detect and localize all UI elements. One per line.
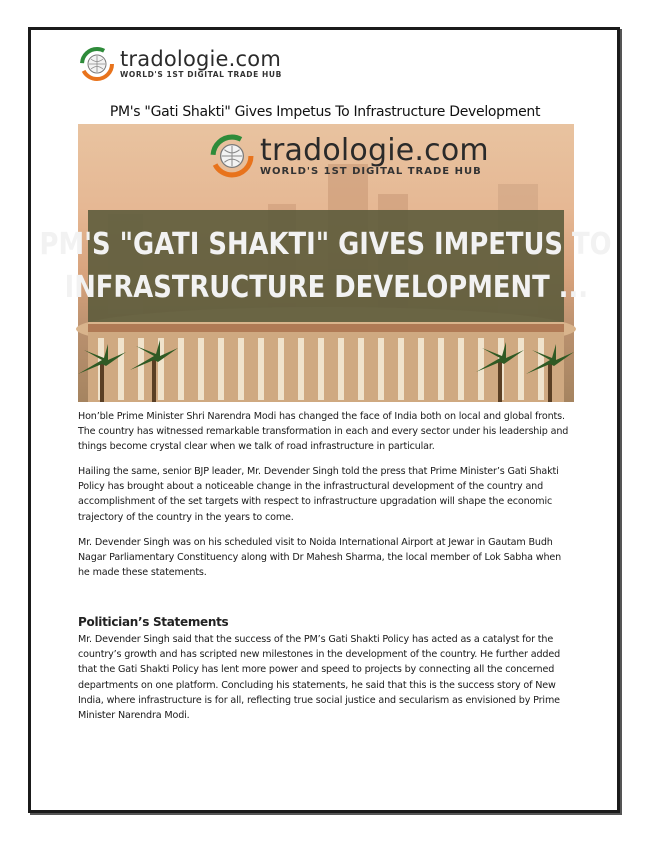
paragraph-statements: Mr. Devender Singh said that the success of the PM’s Gati Shakti Policy has acted as a catalyst for the country’s growth and has scripted new milestones in the development of the country. He further added that the Gati Shakti Policy has lent more power and speed to projects by connecting all the concerned departments on one platform. Concluding his statements, he said that this is the success story of New India, where infrastructure is for all, reflecting true social justice and secularism as envisioned by Prime Minister Narendra Modi. (78, 634, 561, 722)
paragraph-intro: Hon’ble Prime Minister Shri Narendra Modi has changed the face of India both on local and global fronts. The country has witnessed remarkable transformation in each and every sector under his leadership and things become crystal clear when we talk of road infrastructure in particular. (78, 411, 569, 453)
banner-headline-line2: INFRASTRUCTURE DEVELOPMENT ... (64, 270, 588, 305)
section-heading: Politician’s Statements (78, 615, 229, 629)
banner-logo-tagline: WORLD'S 1ST DIGITAL TRADE HUB (260, 165, 482, 177)
header-logo (78, 45, 282, 83)
logo-name: tradologie.com (120, 47, 282, 72)
paragraph-hailing: Hailing the same, senior BJP leader, Mr. Devender Singh told the press that Prime Minister’s Gati Shakti Policy has brought about a noticeable change in the infrastructural development of the country and accomplishment of the set targets with respect to infrastructure upgradation will shape the economic trajectory of the country in the years to come. (78, 466, 559, 523)
banner-headline-line1: PM'S "GATI SHAKTI" GIVES IMPETUS TO (40, 227, 612, 262)
banner-logo (208, 132, 489, 180)
globe-logo-icon (208, 132, 256, 180)
document-title: PM's "Gati Shakti" Gives Impetus To Infrastructure Development (109, 104, 541, 120)
paragraph-visit: Mr. Devender Singh was on his scheduled visit to Noida International Airport at Jewar in Gautam Budh Nagar Parliamentary Constituency along with Dr Mahesh Sharma, the local member of Lok Sabha when he made these statements. (78, 537, 562, 579)
banner-logo-name: tradologie.com (260, 132, 489, 168)
globe-logo-icon (78, 45, 116, 83)
banner-image (40, 124, 612, 402)
logo-tagline: WORLD'S 1ST DIGITAL TRADE HUB (120, 70, 282, 80)
banner-headline (40, 210, 612, 322)
